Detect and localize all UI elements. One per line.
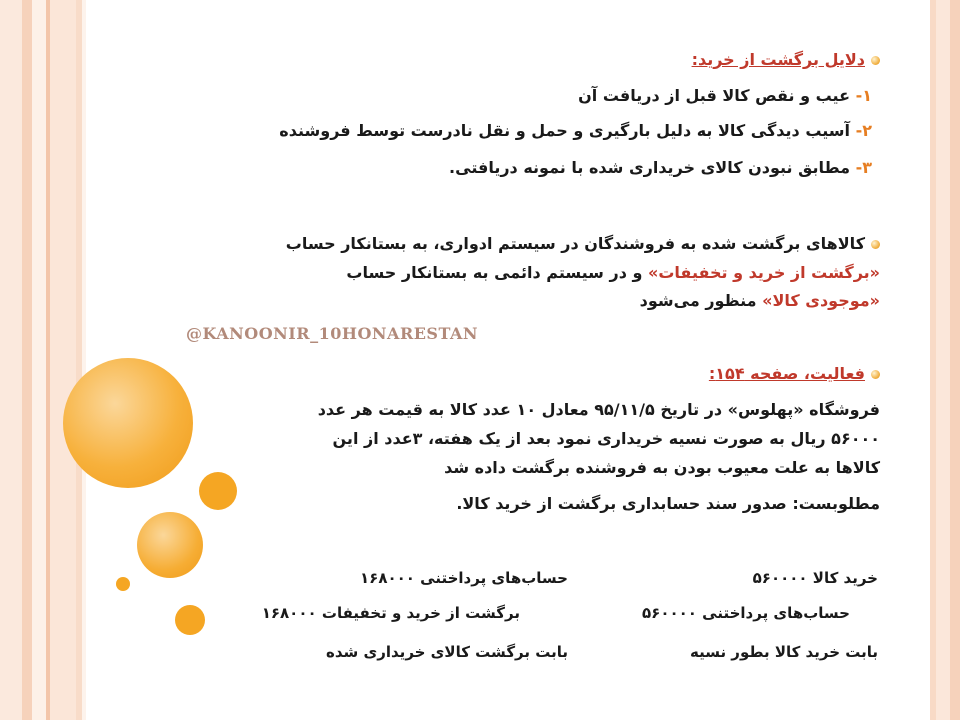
left-stripe-3 [32, 0, 46, 720]
account-name-inventory: «موجودی کالا» [762, 291, 880, 310]
journal-right-row-3: بابت خرید کالا بطور نسیه [689, 643, 878, 661]
left-stripe-1 [0, 0, 22, 720]
reason-number: ۲- [855, 121, 872, 140]
left-stripe-2 [22, 0, 32, 720]
journal-right-row-1: خرید کالا ۵۶۰۰۰۰ [752, 569, 878, 587]
left-stripe-5 [50, 0, 76, 720]
reason-item-1 [578, 86, 872, 105]
accounting-text-3: منظور می‌شود [639, 291, 757, 310]
reason-text: مطابق نبودن کالای خریداری شده با نمونه دریافتی. [449, 158, 851, 177]
reasons-heading [692, 50, 880, 69]
left-stripe-7 [82, 0, 86, 720]
reason-item-3 [449, 158, 872, 177]
journal-left-row-2: برگشت از خرید و تخفیفات ۱۶۸۰۰۰ [261, 604, 520, 622]
accounting-text-2: و در سیستم دائمی به بستانکار حساب [346, 263, 643, 282]
reason-number: ۳- [855, 158, 872, 177]
decor-circle-tiny [116, 577, 130, 591]
right-stripe-3 [930, 0, 936, 720]
reason-item-2 [279, 121, 872, 140]
account-name-returns: «برگشت از خرید و تخفیفات» [648, 263, 880, 282]
bullet-icon [871, 240, 880, 249]
activity-paragraph-line-2: ۵۶۰۰۰ ریال به صورت نسیه خریداری نمود بعد از یک هفته، ۳عدد از این [332, 429, 880, 448]
reasons-title: دلایل برگشت از خرید: [691, 50, 865, 69]
reason-text: عیب و نقص کالا قبل از دریافت آن [578, 86, 851, 105]
journal-right-row-2: حساب‌های پرداختنی ۵۶۰۰۰۰ [642, 604, 850, 622]
journal-left-row-3: بابت برگشت کالای خریداری شده [326, 643, 568, 661]
right-stripe-1 [950, 0, 960, 720]
right-stripe-2 [936, 0, 950, 720]
journal-left-row-1: حساب‌های پرداختنی ۱۶۸۰۰۰ [360, 569, 568, 587]
accounting-text-1: کالاهای برگشت شده به فروشندگان در سیستم ادواری، به بستانکار حساب [285, 234, 865, 253]
accounting-line-3 [640, 291, 880, 310]
accounting-line-1 [286, 234, 880, 253]
reason-number: ۱- [855, 86, 872, 105]
activity-title: فعالیت، صفحه ۱۵۴: [708, 364, 865, 383]
activity-paragraph-line-3: کالاها به علت معیوب بودن به فروشنده برگشت داده شد [444, 458, 880, 477]
activity-paragraph-line-1: فروشگاه «پهلوس» در تاریخ ۹۵/۱۱/۵ معادل ۱۰ عدد کالا به قیمت هر عدد [317, 400, 880, 419]
activity-heading [709, 364, 880, 383]
bullet-icon [871, 370, 880, 379]
reason-text: آسیب دیدگی کالا به دلیل بارگیری و حمل و نقل نادرست توسط فروشنده [279, 121, 851, 140]
decor-circle-large [63, 358, 193, 488]
watermark-text: @KANOONIR_10HONARESTAN [186, 324, 479, 343]
activity-required: مطلوبست: صدور سند حسابداری برگشت از خرید کالا. [456, 494, 880, 513]
bullet-icon [871, 56, 880, 65]
accounting-line-2 [346, 263, 880, 282]
